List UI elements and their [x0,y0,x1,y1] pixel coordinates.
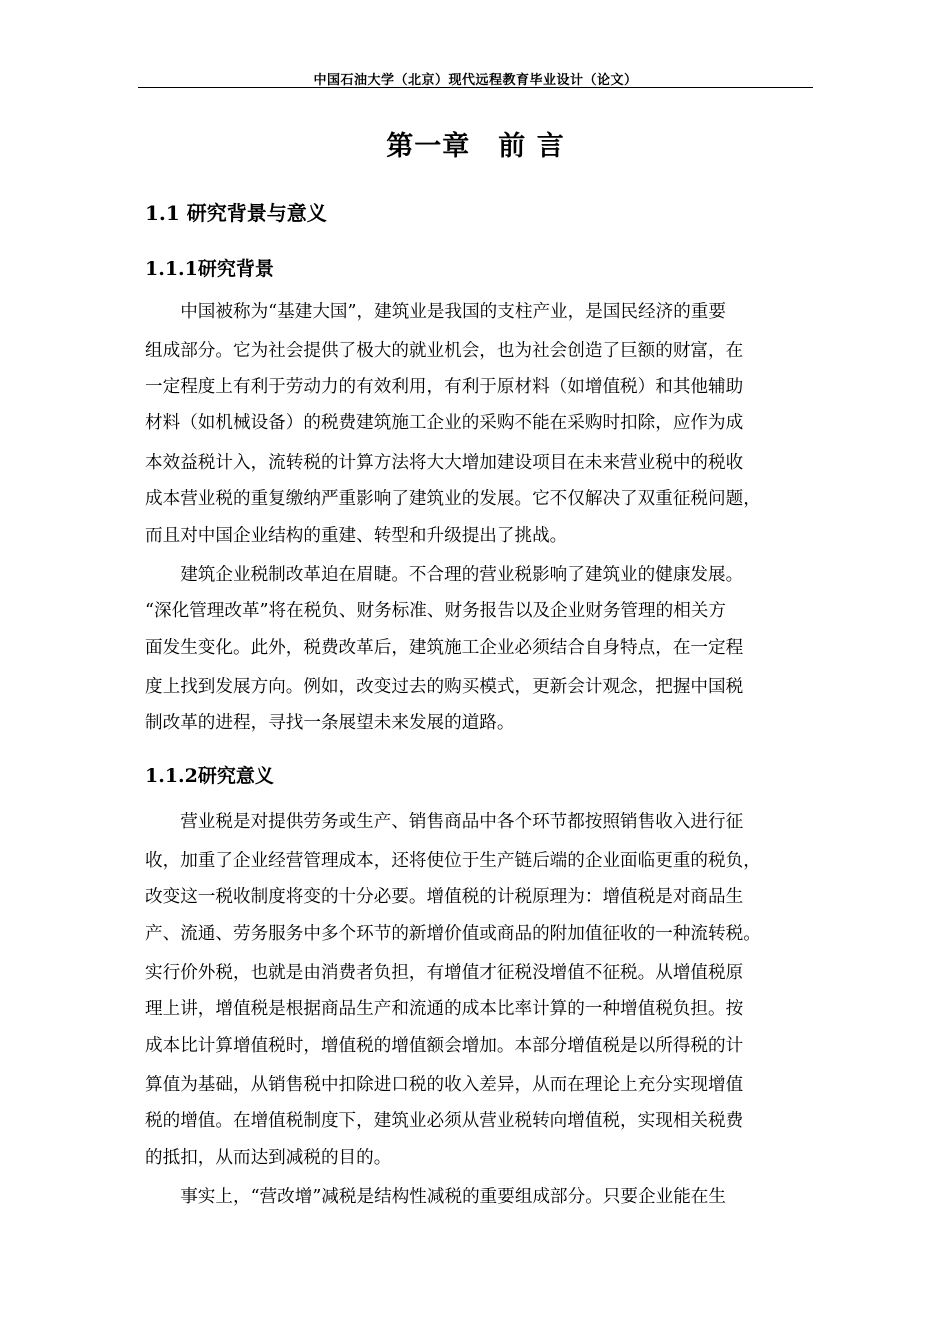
header-divider [138,87,813,88]
paragraph-line: 组成部分。它为社会提供了极大的就业机会，也为社会创造了巨额的财富，在 [145,341,744,361]
paragraph-line: 改变这一税收制度将变的十分必要。增值税的计税原理为：增值税是对商品生 [145,887,744,907]
paragraph-line: 收，加重了企业经营管理成本，还将使位于生产链后端的企业面临更重的税负， [145,851,761,871]
paragraph-line: 成本营业税的重复缴纳严重影响了建筑业的发展。它不仅解决了双重征税问题， [145,489,761,509]
paragraph-line: 实行价外税，也就是由消费者负担，有增值才征税没增值不征税。从增值税原 [145,963,744,983]
chapter-title: 第一章 前 言 [386,131,565,162]
paragraph-line: 制改革的进程，寻找一条展望未来发展的道路。 [145,713,515,733]
paragraph-line: 理上讲，增值税是根据商品生产和流通的成本比率计算的一种增值税负担。按 [145,999,744,1019]
paragraph-line: 产、流通、劳务服务中多个环节的新增价值或商品的附加值征收的一种流转税。 [145,924,761,944]
paragraph-line: 材料（如机械设备）的税费建筑施工企业的采购不能在采购时扣除，应作为成 [145,413,744,433]
paragraph-line: 面发生变化。此外，税费改革后，建筑施工企业必须结合自身特点，在一定程 [145,638,744,658]
running-header: 中国石油大学（北京）现代远程教育毕业设计（论文） [313,73,638,88]
paragraph-line: 营业税是对提供劳务或生产、销售商品中各个环节都按照销售收入进行征 [145,812,744,832]
paragraph-line: 税的增值。在增值税制度下，建筑业必须从营业税转向增值税，实现相关税费 [145,1111,744,1131]
paragraph-line: 度上找到发展方向。例如，改变过去的购买模式，更新会计观念，把握中国税 [145,677,744,697]
paragraph-line: 算值为基础，从销售税中扣除进口税的收入差异，从而在理论上充分实现增值 [145,1075,744,1095]
paragraph-line: 事实上，“营改增”减税是结构性减税的重要组成部分。只要企业能在生 [145,1187,726,1207]
paragraph-line: 一定程度上有利于劳动力的有效利用，有利于原材料（如增值税）和其他辅助 [145,377,744,397]
section-heading-1-1: 1.1 研究背景与意义 [145,201,327,225]
section-heading-1-1-2: 1.1.2研究意义 [145,765,274,787]
paragraph-line: 中国被称为“基建大国”，建筑业是我国的支柱产业，是国民经济的重要 [145,302,726,322]
paragraph-line: 的抵扣，从而达到减税的目的。 [145,1148,392,1168]
section-heading-1-1-1: 1.1.1研究背景 [145,258,274,280]
paragraph-line: 本效益税计入，流转税的计算方法将大大增加建设项目在未来营业税中的税收 [145,453,744,473]
paragraph-line: 成本比计算增值税时，增值税的增值额会增加。本部分增值税是以所得税的计 [145,1036,744,1056]
paragraph-line: 建筑企业税制改革迫在眉睫。不合理的营业税影响了建筑业的健康发展。 [145,565,744,585]
paragraph-line: 而且对中国企业结构的重建、转型和升级提出了挑战。 [145,526,568,546]
paragraph-line: “深化管理改革”将在税负、财务标准、财务报告以及企业财务管理的相关方 [145,601,726,621]
